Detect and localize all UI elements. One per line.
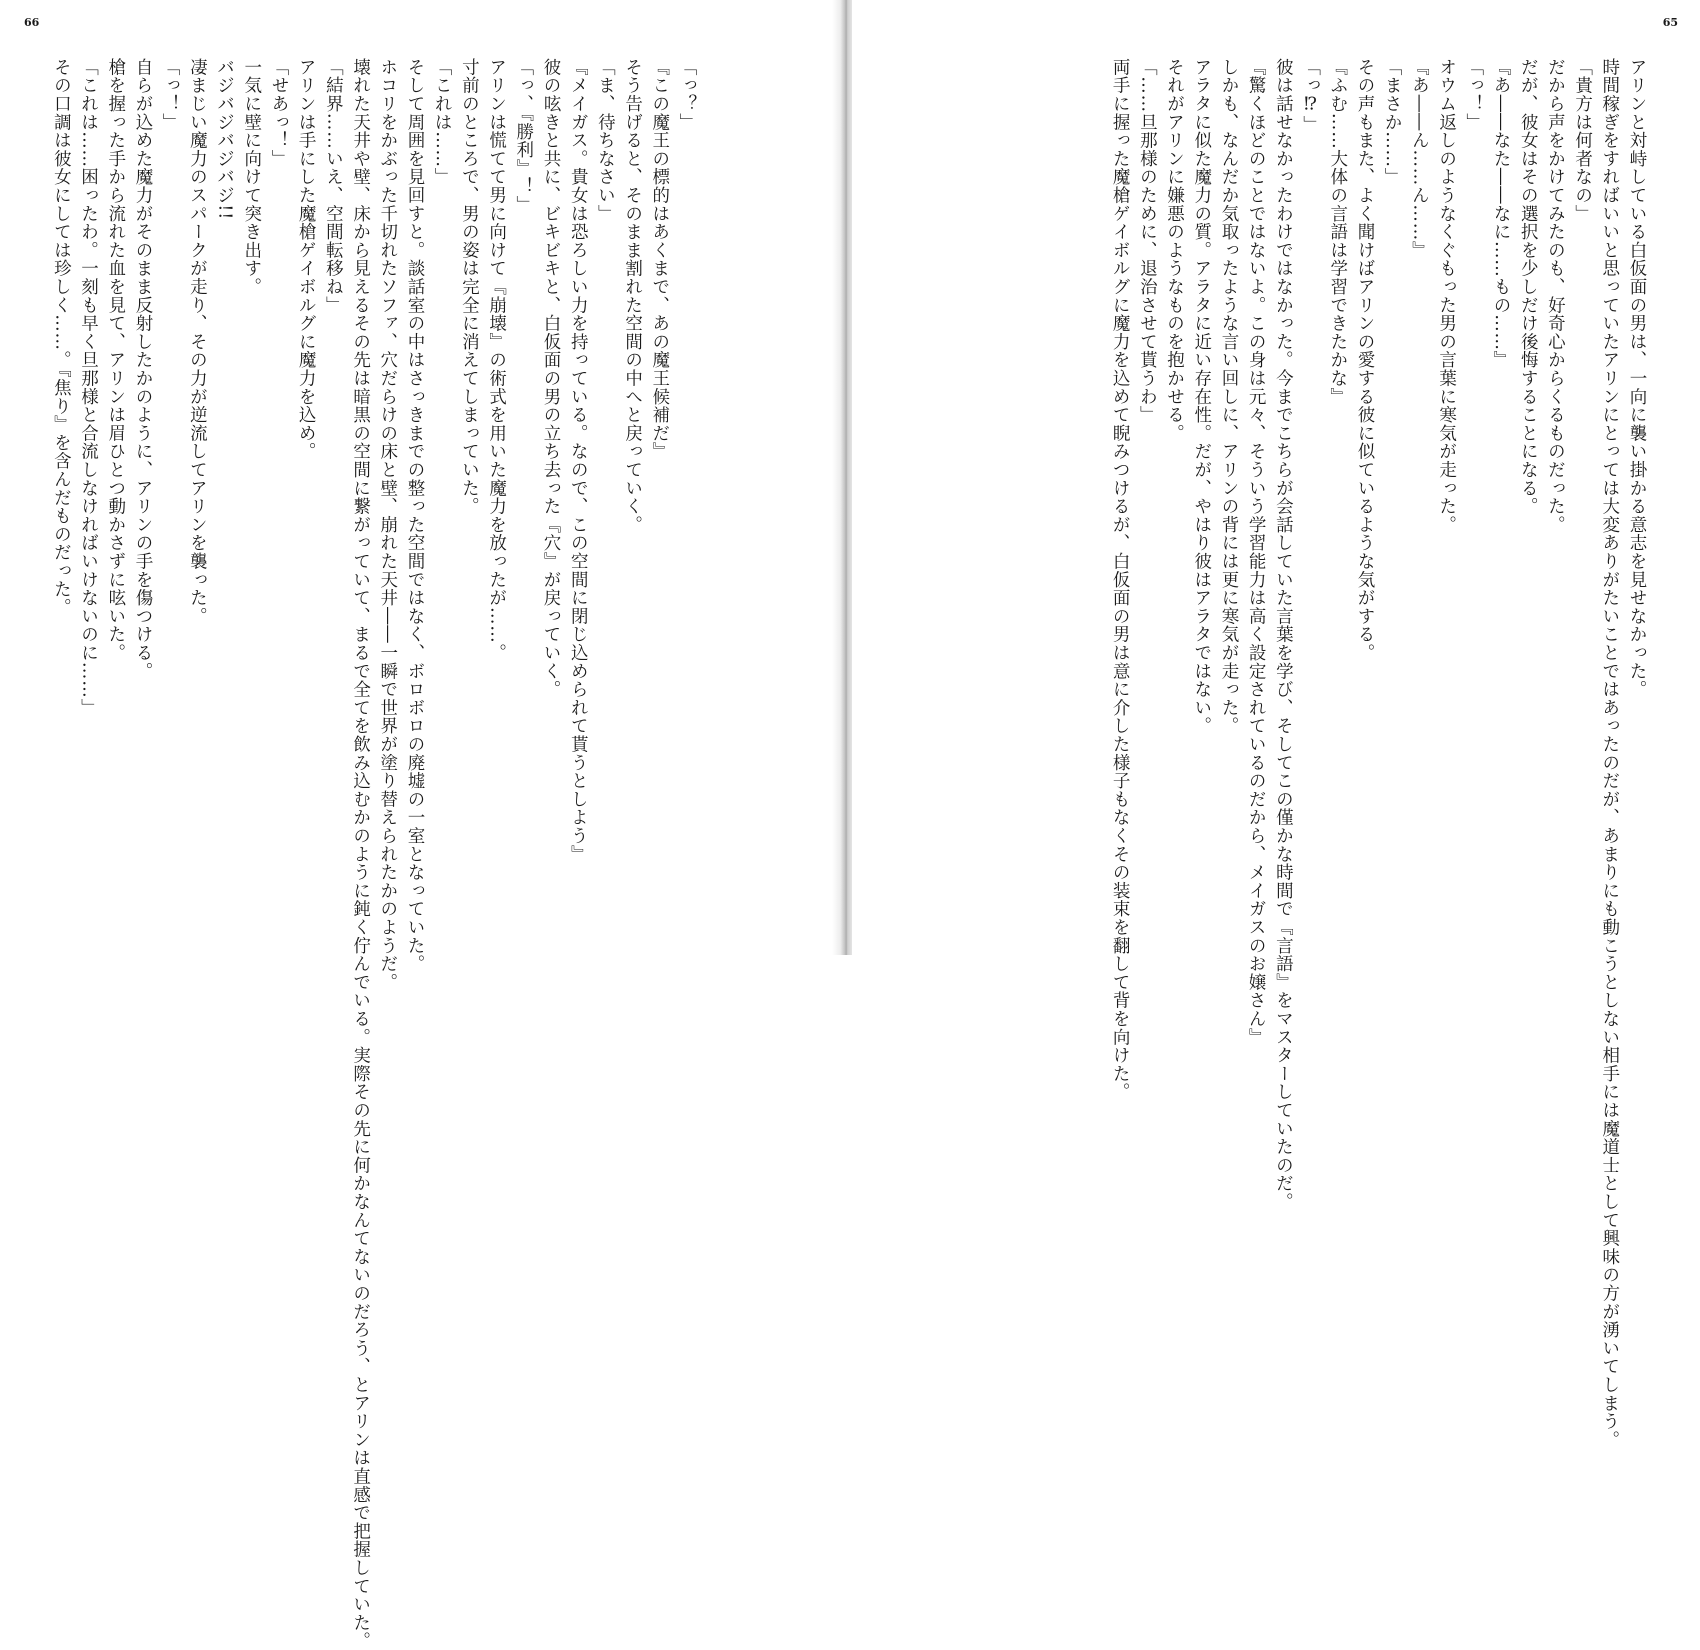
text-line: だが、彼女はその選択を少しだけ後悔することになる。 — [1518, 58, 1539, 516]
text-line: アリンは慌てて男に向けて『崩壊』の術式を用いた魔力を放ったが……。 — [486, 58, 507, 662]
text-line: 両手に握った魔槍ゲイボルグに魔力を込めて睨みつけるが、白仮面の男は意に介した様子もなくその装束を翻して背を向けた。 — [1110, 58, 1131, 1102]
text-line: 「これは……」 — [432, 58, 453, 187]
right-page-text — [1106, 58, 1650, 1449]
text-line: アリンと対峙している白仮面の男は、一向に襲い掛かる意志を見せなかった。 — [1627, 58, 1647, 699]
text-line: 『あ――なた――なに……もの……』 — [1490, 58, 1511, 370]
text-line: 時間稼ぎをすればいいと思っていたアリンにとっては大変ありがたいことではあったのだが、あまりにも動こうとしない相手には魔道士として興味の方が湧いてしまう。 — [1599, 58, 1620, 1449]
left-page — [0, 0, 840, 1650]
text-line: その声もまた、よく聞けばアリンの愛する彼に似ているような気がする。 — [1354, 58, 1375, 662]
left-page-text — [47, 58, 700, 1650]
text-line: だから声をかけてみたのも、好奇心からくるものだった。 — [1545, 58, 1566, 534]
text-line: それがアリンに嫌悪のようなものを抱かせる。 — [1164, 58, 1185, 443]
text-line: 『メイガス。貴女は恐ろしい力を持っている。なので、この空間に閉じ込められて貰うとしよう』 — [568, 58, 589, 864]
text-line: 「っ、『勝利』！」 — [513, 58, 534, 214]
text-line: その口調は彼女にしては珍しく……。『焦り』を含んだものだった。 — [51, 58, 72, 617]
text-line: そして周囲を見回すと。談話室の中はさっきまでの整った空間ではなく、ボロボロの廃墟の一室となっていた。 — [404, 58, 425, 973]
text-line: 「結界……いえ、空間転移ね」 — [323, 58, 344, 315]
text-line: 寸前のところで、男の姿は完全に消えてしまっていた。 — [459, 58, 480, 516]
text-line: 彼の呟きと共に、ビキビキと、白仮面の男の立ち去った『穴』が戻っていく。 — [540, 58, 561, 699]
text-line: 「まさか……」 — [1382, 58, 1403, 187]
page-number-left: 66 — [24, 16, 40, 29]
text-line: 「っ⁉」 — [1300, 58, 1321, 134]
text-line: 『この魔王の標的はあくまで、あの魔王候補だ』 — [649, 58, 670, 461]
text-line: 「これは……困ったわ。一刻も早く旦那様と合流しなければいけないのに……」 — [78, 58, 99, 717]
text-line: 壊れた天井や壁、床から見えるその先は暗黒の空間に繋がっていて、まるで全てを飲み込むかのように鈍く佇んでいる。実際その先に何かなんてないのだろう、とアリンは直感で把握していた。 — [350, 58, 371, 1650]
text-line: ホコリをかぶった千切れたソファ、穴だらけの床と壁、崩れた天井――一瞬で世界が塗り替えられたかのようだ。 — [377, 58, 398, 992]
text-line: アラタに似た魔力の質。アラタに近い存在性。だが、やはり彼はアラタではない。 — [1191, 58, 1212, 736]
text-line: バジバジバジバジ!! — [214, 58, 235, 221]
right-page — [852, 0, 1700, 1449]
text-line: そう告げると、そのまま割れた空間の中へと戻っていく。 — [622, 58, 643, 534]
text-line: しかも、なんだか気取ったような言い回しに、アリンの背には更に寒気が走った。 — [1218, 58, 1239, 736]
text-line: 『ふむ……大体の言語は学習できたかな』 — [1327, 58, 1348, 406]
text-line: 槍を握った手から流れた血を見て、アリンは眉ひとつ動かさずに呟いた。 — [105, 58, 126, 662]
text-line: アリンは手にした魔槍ゲイボルグに魔力を込め。 — [296, 58, 317, 461]
text-line: 「……旦那様のために、退治させて貰うわ」 — [1137, 58, 1158, 424]
text-line: 「ま、待ちなさい」 — [595, 58, 616, 223]
text-line: 「っ？」 — [677, 58, 697, 132]
text-line: 彼は話せなかったわけではなかった。今までこちらが会話していた言葉を学び、そしてこの僅かな時間で『言語』をマスターしていたのだ。 — [1273, 58, 1294, 1211]
text-line: 『あ――ん……ん……』 — [1409, 58, 1430, 260]
text-line: 凄まじい魔力のスパークが走り、その力が逆流してアリンを襲った。 — [187, 58, 208, 626]
text-line: 『驚くほどのことではないよ。この身は元々、そういう学習能力は高く設定されているのだから、メイガスのお嬢さん』 — [1246, 58, 1267, 1047]
text-line: 「っ！」 — [1463, 58, 1484, 132]
text-line: 「っ！」 — [160, 58, 181, 132]
text-line: オウム返しのようなくぐもった男の言葉に寒気が走った。 — [1436, 58, 1457, 534]
text-line: 一気に壁に向けて突き出す。 — [241, 58, 262, 296]
page-number-right: 65 — [1662, 16, 1678, 29]
text-line: 「貴方は何者なの」 — [1572, 58, 1593, 223]
text-line: 「せあっ！」 — [268, 58, 289, 168]
text-line: 自らが込めた魔力がそのまま反射したかのように、アリンの手を傷つける。 — [132, 58, 153, 681]
